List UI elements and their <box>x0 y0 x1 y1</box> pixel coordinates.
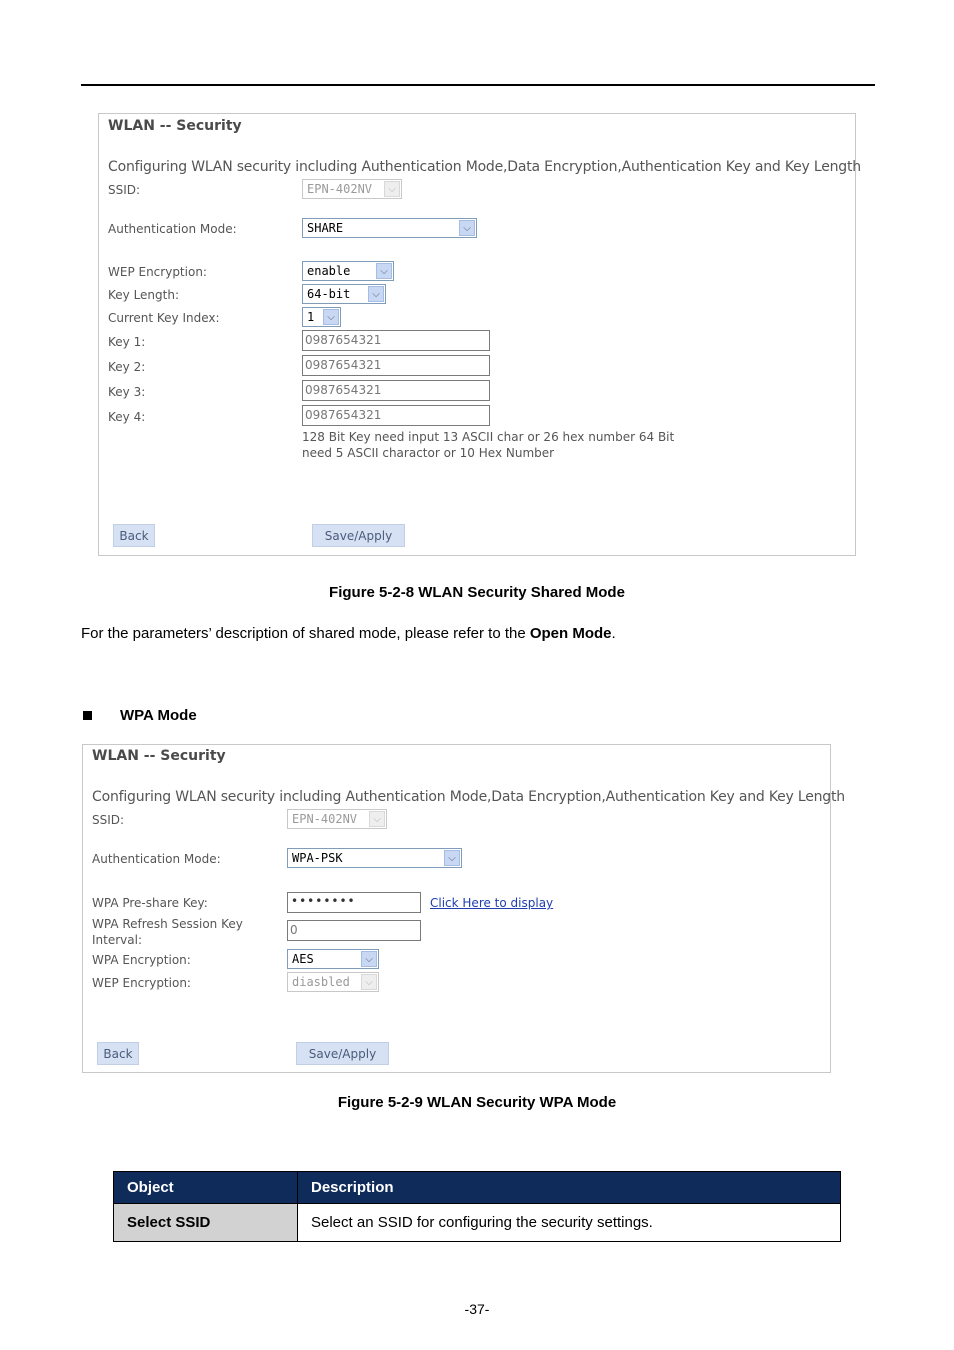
chevron-down-icon: ⌵ <box>369 811 385 827</box>
chevron-down-icon: ⌵ <box>323 309 339 325</box>
key-4-value: 0987654321 <box>305 408 382 422</box>
panel-intro: Configuring WLAN security including Authentication Mode,Data Encryption,Authentication Key and Key Length <box>108 159 861 175</box>
wpa-encryption-select[interactable] <box>287 949 379 969</box>
key-1-value: 0987654321 <box>305 333 382 347</box>
wpa-encryption-value: AES <box>292 952 314 966</box>
wep-encryption-select[interactable] <box>302 261 394 281</box>
paragraph-end: . <box>611 625 616 642</box>
page-number: -37- <box>464 1301 490 1317</box>
key-2-input[interactable] <box>302 355 490 376</box>
refresh-interval-label-1: WPA Refresh Session Key <box>92 917 243 931</box>
wep-encryption-label: WEP Encryption: <box>108 265 207 279</box>
figure-caption-1: Figure 5-2-8 WLAN Security Shared Mode <box>329 584 625 601</box>
auth-mode-select[interactable] <box>287 848 462 868</box>
table-row <box>114 1204 841 1242</box>
table-header-description: Description <box>298 1172 841 1204</box>
header-rule <box>81 84 875 86</box>
key-length-select[interactable] <box>302 284 386 304</box>
psk-label: WPA Pre-share Key: <box>92 896 208 910</box>
chevron-down-icon: ⌵ <box>459 220 475 236</box>
key-index-value: 1 <box>307 310 315 324</box>
key-index-label: Current Key Index: <box>108 311 220 325</box>
wep-encryption-label: WEP Encryption: <box>92 976 191 990</box>
wep-encryption-value: diasbled <box>292 975 350 989</box>
ssid-select <box>287 809 387 829</box>
section-title: WPA Mode <box>120 707 197 724</box>
auth-mode-value: SHARE <box>307 221 344 235</box>
chevron-down-icon: ⌵ <box>384 181 400 197</box>
save-apply-button[interactable]: Save/Apply <box>312 524 405 547</box>
key-length-label: Key Length: <box>108 288 180 302</box>
key-2-label: Key 2: <box>108 360 146 374</box>
ssid-select <box>302 179 402 199</box>
refresh-interval-label-2: Interval: <box>92 933 142 947</box>
table-cell-object: Select SSID <box>114 1204 298 1242</box>
ssid-label: SSID: <box>108 183 141 197</box>
key-3-value: 0987654321 <box>305 383 382 397</box>
key-1-input[interactable] <box>302 330 490 351</box>
key-hint-line-1: 128 Bit Key need input 13 ASCII char or 26 hex number 64 Bit <box>302 430 675 444</box>
chevron-down-icon: ⌵ <box>361 974 377 990</box>
chevron-down-icon: ⌵ <box>376 263 392 279</box>
refresh-interval-input[interactable] <box>287 920 421 941</box>
refresh-interval-value: 0 <box>290 923 298 937</box>
back-button[interactable]: Back <box>113 524 155 547</box>
key-2-value: 0987654321 <box>305 358 382 372</box>
auth-mode-label: Authentication Mode: <box>108 222 237 236</box>
chevron-down-icon: ⌵ <box>368 286 384 302</box>
show-psk-link[interactable]: Click Here to display <box>430 896 554 910</box>
wep-encryption-select <box>287 972 379 992</box>
psk-value: •••••••• <box>291 894 356 908</box>
paragraph-text: For the parameters’ description of shared mode, please refer to the <box>81 625 530 642</box>
key-length-value: 64-bit <box>307 287 351 301</box>
ssid-value: EPN-402NV <box>292 812 358 826</box>
paragraph-bold: Open Mode <box>529 625 612 642</box>
key-4-input[interactable] <box>302 405 490 426</box>
key-hint <box>302 429 722 461</box>
body-paragraph <box>81 625 616 642</box>
wpa-encryption-label: WPA Encryption: <box>92 953 191 967</box>
panel-title: WLAN -- Security <box>92 748 226 764</box>
ssid-label: SSID: <box>92 813 125 827</box>
square-bullet-icon <box>83 711 92 720</box>
auth-mode-label: Authentication Mode: <box>92 852 221 866</box>
figure-wlan-security-wpa <box>82 744 845 1073</box>
figure-caption-2: Figure 5-2-9 WLAN Security WPA Mode <box>337 1094 617 1111</box>
chevron-down-icon: ⌵ <box>444 850 460 866</box>
psk-input[interactable] <box>287 892 421 913</box>
panel-intro: Configuring WLAN security including Authentication Mode,Data Encryption,Authentication Key and Key Length <box>92 789 845 805</box>
table-header-row <box>114 1172 841 1204</box>
wep-encryption-value: enable <box>307 264 351 278</box>
key-4-label: Key 4: <box>108 410 146 424</box>
object-description-table <box>113 1171 841 1242</box>
key-index-select[interactable] <box>302 307 341 327</box>
key-hint-line-2: need 5 ASCII charactor or 10 Hex Number <box>302 446 555 460</box>
chevron-down-icon: ⌵ <box>361 951 377 967</box>
ssid-value: EPN-402NV <box>307 182 373 196</box>
panel-title: WLAN -- Security <box>108 118 242 134</box>
save-apply-button[interactable]: Save/Apply <box>296 1042 389 1065</box>
figure-wlan-security-shared <box>98 113 861 556</box>
auth-mode-value: WPA-PSK <box>292 851 343 865</box>
table-header-object: Object <box>114 1172 298 1204</box>
back-button[interactable]: Back <box>97 1042 139 1065</box>
key-1-label: Key 1: <box>108 335 146 349</box>
key-3-input[interactable] <box>302 380 490 401</box>
table-cell-description: Select an SSID for configuring the security settings. <box>298 1204 841 1242</box>
auth-mode-select[interactable] <box>302 218 477 238</box>
key-3-label: Key 3: <box>108 385 146 399</box>
